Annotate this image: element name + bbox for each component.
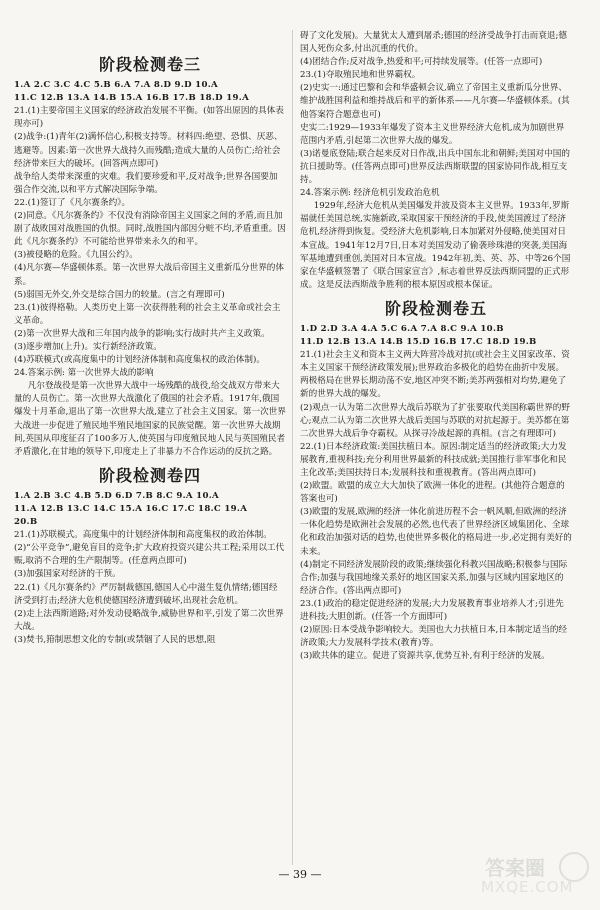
answer-key-row: 11.D 12.B 13.A 14.B 15.D 16.B 17.C 18.D 19.B: [300, 337, 537, 348]
answer-paragraph: (2)欧盟。欧盟的成立大大加快了欧洲一体化的进程。(其他符合题意的答案也可): [300, 481, 565, 505]
answer-paragraph: (2)走上法西斯道路;对外发动侵略战争,威胁世界和平,引发了第二次世界大战。: [14, 608, 284, 632]
watermark-text: 答案圈: [485, 856, 545, 880]
answer-paragraph: (3)逐步增加(上升)。实行新经济政策。: [14, 341, 162, 352]
answer-paragraph: (4)苏联模式(或高度集中的计划经济体制和高度集权的政治体制)。: [14, 355, 265, 366]
answer-key-row: 1.A 2.B 3.C 4.B 5.D 6.D 7.B 8.C 9.A 10.A: [14, 490, 219, 501]
answer-paragraph: 23.(1)彼得格勒。人类历史上第一次获得胜利的社会主义革命或社会主义革命。: [14, 302, 281, 326]
section-title: 阶段检测卷四: [98, 465, 201, 485]
section-title: 阶段检测卷三: [98, 55, 201, 74]
answer-paragraph: 战争给人类带来深重的灾难。我们要珍爱和平,反对战争;世界各国要加强合作交流,以和平方式解决国际争端。: [14, 171, 278, 195]
answer-paragraph: 24.答案示例: 经济危机引发政治危机: [300, 188, 440, 199]
answer-paragraph: 碍了文化发展)。大量犹太人遭到屠杀;德国的经济受战争打击而衰退;德国人死伤众多,付出沉重的代价。: [300, 31, 567, 55]
answer-paragraph: 23.(1)政治的稳定促进经济的发展;大力发展教育事业培养人才;引进先进科技;大胆创新。(任答一个方面即可): [300, 598, 564, 623]
answer-paragraph: 史实二:1929—1933年爆发了资本主义世界经济大危机,成为加剧世界范围内矛盾,引起第二次世界大战的爆发。: [300, 122, 565, 146]
answer-key-row: 1.A 2.C 3.C 4.C 5.B 6.A 7.A 8.D 9.D 10.A: [14, 80, 218, 91]
answer-paragraph: 21.(1)社会主义和资本主义两大阵营冷战对抗(或社会主义国家改革、资本主义国家干预经济政策发展);世界政治多极化的趋势在曲折中发展。两极格局在世界长期动荡不安,地区冲突不断;美苏两强相对均势,避免了新的世界大战的爆发。: [300, 350, 570, 400]
answer-key-row: 11.A 12.B 13.C 14.C 15.A 16.C 17.C 18.C 19.A: [14, 504, 248, 514]
answer-paragraph: (3)欧共体的建立。促进了资源共享,优势互补,有利于经济的发展。: [300, 651, 550, 662]
column-divider: [292, 30, 293, 865]
answer-key-row: 20.B: [14, 517, 38, 528]
answer-paragraph: (2)“公平竞争”,避免盲目的竞争;扩大政府投资兴建公共工程;采用以工代赈,取消不合理的生产限制等。(任意两点即可): [14, 543, 285, 567]
answer-paragraph: (3)焚书,箝制思想文化的专制(或禁锢了人民的思想,阻: [14, 634, 216, 645]
answer-paragraph: (2)第一次世界大战和三年国内战争的影响;实行战时共产主义政策。: [14, 328, 270, 339]
answer-paragraph: 23.(1)夺取殖民地和世界霸权。: [300, 70, 421, 81]
answer-key-row: 11.C 12.B 13.A 14.B 15.A 16.B 17.B 18.D 19.A: [14, 93, 250, 104]
left-column: [14, 30, 286, 647]
essay-paragraph: 1929年,经济大危机从美国爆发并波及资本主义世界。1933年,罗斯福就任美国总统,实施新政,采取国家干预经济的手段,使美国渡过了经济危机,经济得到恢复。受经济大危机影响,日本加紧对外侵略,使美国对日本宣战。1941年12月7日,日本对美国发动了偷袭珍珠港的突袭,美国海军基地遭到重创,美国对日本宣战。1942年初,美、英、苏、中等26个国家在华盛顿签署了《联合国家宣言》,标志着世界反法西斯同盟的正式形成。这是反法西斯战争胜利的根本原因或根本保证。: [300, 201, 571, 290]
answer-paragraph: (4)制定不同经济发展阶段的政策;继续强化科教兴国战略;积极参与国际合作;加强与我国地缘关系好的地区国家关系,加强与区域内国家地区的经济合作。(答出两点即可): [300, 559, 568, 596]
section-title: 阶段检测卷五: [384, 298, 487, 318]
answer-paragraph: 24.答案示例: 第一次世界大战的影响: [14, 368, 154, 379]
answer-paragraph: (3)被侵略的危险。《九国公约》。: [14, 250, 138, 261]
answer-paragraph: 21.(1)主要帝国主义国家的经济政治发展不平衡。(如答出原因的具体表现亦可): [14, 106, 284, 130]
answer-paragraph: 22.(1)签订了《凡尔赛条约》。: [14, 197, 131, 208]
answer-paragraph: (4)凡尔赛—华盛顿体系。第一次世界大战后帝国主义重新瓜分世界的体系。: [14, 263, 284, 287]
page-number: — 39 —: [278, 868, 322, 881]
answer-paragraph: (3)诺曼底登陆;联合起来反对日作战,出兵中国东北和朝鲜;美国对中国的抗日援助等。(任答两点即可)世界反法西斯联盟的国家协同作战,相互支持。: [300, 148, 570, 186]
watermark-domain: MXQE.COM: [481, 878, 574, 896]
answer-paragraph: 21.(1)苏联模式。高度集中的计划经济体制和高度集权的政治体制。: [14, 530, 272, 541]
watermark-logo: [475, 852, 593, 902]
answer-paragraph: (2)同意。《凡尔赛条约》不仅没有消除帝国主义国家之间的矛盾,而且加剧了战败国对战胜国的仇恨。同时,战胜国内部因分赃不均,矛盾重重。因此《凡尔赛条约》不可能给世界带来永久的和平。: [14, 211, 286, 248]
answer-paragraph: (3)欧盟的发展,欧洲的经济一体化前进历程不会一帆风顺,但欧洲的经济一体化趋势是欧洲社会发展的必然,也代表了世界经济区域集团化、全球化和政治加强对话的趋势,也使世界多极化的格局进一步,必定拥有美好的未来。: [300, 507, 572, 557]
answer-paragraph: 22.(1)《凡尔赛条约》严厉制裁德国,德国人心中滋生复仇情绪;德国经济受到打击;经济大危机使德国经济遭到破坏,出现社会危机。: [14, 582, 278, 606]
answer-paragraph: (4)团结合作;反对战争,热爱和平;可持续发展等。(任答一点即可): [300, 57, 543, 68]
answer-paragraph: (5)弱国无外交,外交是综合国力的较量。(言之有理即可): [14, 289, 225, 300]
essay-paragraph: 凡尔登战役是第一次世界大战中一场残酷的战役,给交战双方带来大量的人员伤亡。第一次世界大战激化了俄国的社会矛盾。1917年,俄国爆发十月革命,退出了第一次世界大战,建立了社会主义国家。第一次世界大战进一步促进了殖民地半殖民地国家的民族觉醒。第一次世界大战期间,英国从印度征召了100多万人,使英国与印度殖民地人民与英国殖民者矛盾激化,在甘地的领导下,印度走上了非暴力不合作运动的反抗之路。: [14, 381, 286, 457]
answer-paragraph: (3)加强国家对经济的干预。: [14, 569, 121, 580]
answer-paragraph: (2)战争:(1)青年(2)满怀信心,积极支持等。材料四:绝望、恐惧、厌恶、逃避等。因素:第一次世界大战持久而残酷;造成大量的人员伤亡;给社会经济带来巨大的破坏。(回答两点即可): [14, 132, 283, 169]
right-column: [300, 30, 572, 663]
answer-paragraph: (2)原因:日本受战争影响较大。美国也大力扶植日本,日本制定适当的经济政策;大力发展科学技术(教育)等。: [300, 625, 568, 649]
answer-paragraph: (2)观点一认为第二次世界大战后苏联为了扩张要取代美国称霸世界的野心;观点二认为第二次世界大战后美国与苏联的对抗起源于。美苏都在第二次世界大战后争夺霸权。从探寻冷战起源的真相。(言之有理即可): [300, 402, 570, 439]
answer-paragraph: 22.(1)日本经济政策:美国扶植日本。原因:制定适当的经济政策;大力发展教育,重视科技;充分利用世界最新的科技成就;美国推行非军事化和民主化改革;美国扶持日本;发展科技和重视教育。(答出两点即可): [300, 441, 567, 478]
answer-paragraph: (2)史实一:通过巴黎和会和华盛顿会议,确立了帝国主义重新瓜分世界、维护战胜国利益和维持战后和平的新体系——凡尔赛—华盛顿体系。(其他答案符合题意也可): [300, 83, 570, 120]
answer-key-row: 1.D 2.D 3.A 4.A 5.C 6.A 7.A 8.C 9.A 10.B: [300, 323, 504, 334]
